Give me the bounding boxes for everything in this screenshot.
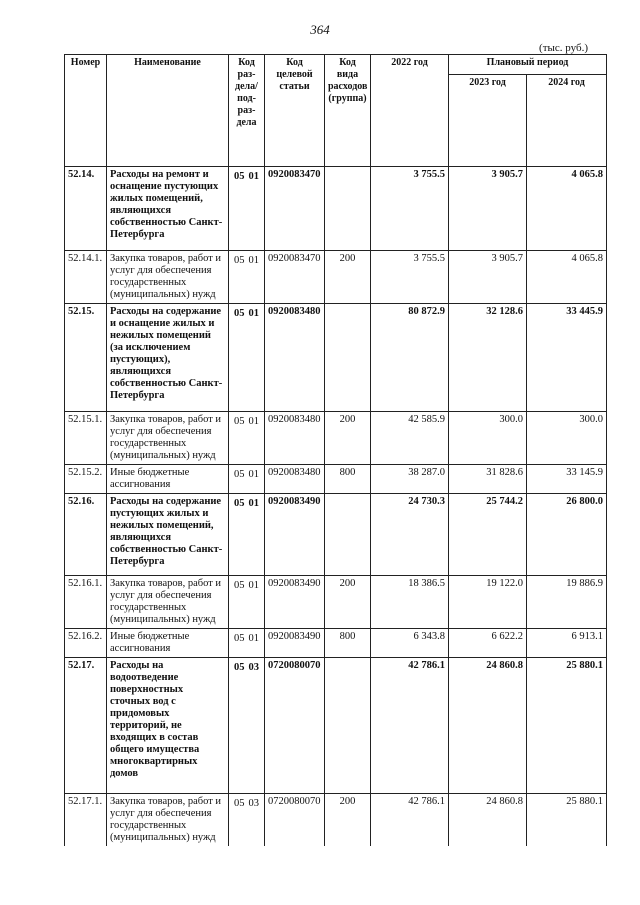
row-section-code	[229, 629, 265, 658]
row-name: Расходы на водоотведение поверхностных сточных вод с придомовых территорий, не входящих в состав общего имущества многоквартирных домов	[107, 658, 229, 794]
row-target-code: 0720080070	[265, 658, 325, 794]
row-target-code: 0920083490	[265, 494, 325, 576]
header-target-code: Код целевой статьи	[265, 55, 325, 167]
row-section-code	[229, 251, 265, 304]
row-expense-type	[325, 658, 371, 794]
row-podrazdel: 01	[248, 633, 259, 644]
row-value-2024: 19 886.9	[527, 576, 607, 629]
row-value-2022: 38 287.0	[371, 465, 449, 494]
row-value-2023: 24 860.8	[449, 794, 527, 847]
page-number: 364	[310, 22, 330, 37]
row-name: Иные бюджетные ассигнования	[107, 629, 229, 658]
row-name: Расходы на ремонт и оснащение пустующих жилых помещений, являющихся собственностью Санкт-Петербурга	[107, 167, 229, 251]
header-number: Номер	[65, 55, 107, 167]
row-number: 52.16.2.	[65, 629, 107, 658]
header-section-code: Код раз- дела/ под- раз- дела	[229, 55, 265, 167]
row-value-2024: 6 913.1	[527, 629, 607, 658]
row-value-2024: 33 445.9	[527, 304, 607, 412]
row-value-2024: 4 065.8	[527, 167, 607, 251]
row-target-code: 0920083490	[265, 629, 325, 658]
row-expense-type: 200	[325, 576, 371, 629]
row-value-2023: 24 860.8	[449, 658, 527, 794]
row-number: 52.16.	[65, 494, 107, 576]
header-expense-type: Код вида расходов (группа)	[325, 55, 371, 167]
row-value-2022: 3 755.5	[371, 167, 449, 251]
row-number: 52.17.	[65, 658, 107, 794]
row-razdel: 05	[234, 798, 245, 809]
row-value-2023: 32 128.6	[449, 304, 527, 412]
row-podrazdel: 01	[248, 498, 259, 509]
row-value-2022: 42 786.1	[371, 794, 449, 847]
row-value-2024: 4 065.8	[527, 251, 607, 304]
row-value-2024: 33 145.9	[527, 465, 607, 494]
row-podrazdel: 01	[248, 255, 259, 266]
table-row	[65, 794, 607, 847]
row-podrazdel: 01	[248, 308, 259, 319]
row-podrazdel: 01	[248, 416, 259, 427]
row-name: Расходы на содержание и оснащение жилых и нежилых помещений (за исключением пустующих), являющихся собственностью Санкт-Петербурга	[107, 304, 229, 412]
row-expense-type: 800	[325, 629, 371, 658]
row-podrazdel: 01	[248, 580, 259, 591]
row-number: 52.15.	[65, 304, 107, 412]
row-value-2023: 31 828.6	[449, 465, 527, 494]
row-value-2024: 300.0	[527, 412, 607, 465]
row-expense-type: 200	[325, 794, 371, 847]
row-value-2024: 25 880.1	[527, 794, 607, 847]
row-expense-type	[325, 167, 371, 251]
table-row	[65, 412, 607, 465]
row-podrazdel: 01	[248, 469, 259, 480]
row-value-2022: 80 872.9	[371, 304, 449, 412]
row-expense-type	[325, 494, 371, 576]
row-razdel: 05	[234, 498, 245, 509]
table-row	[65, 494, 607, 576]
row-razdel: 05	[234, 469, 245, 480]
header-2022: 2022 год	[371, 55, 449, 167]
table-row	[65, 167, 607, 251]
row-section-code	[229, 794, 265, 847]
row-target-code: 0920083480	[265, 304, 325, 412]
row-expense-type: 200	[325, 412, 371, 465]
units-label: (тыс. руб.)	[539, 42, 588, 54]
row-value-2022: 18 386.5	[371, 576, 449, 629]
row-expense-type	[325, 304, 371, 412]
row-value-2022: 42 585.9	[371, 412, 449, 465]
row-name: Закупка товаров, работ и услуг для обеспечения государственных (муниципальных) нужд	[107, 412, 229, 465]
row-value-2022: 6 343.8	[371, 629, 449, 658]
row-value-2024: 26 800.0	[527, 494, 607, 576]
row-name: Расходы на содержание пустующих жилых и нежилых помещений, являющихся собственностью Санкт-Петербурга	[107, 494, 229, 576]
row-number: 52.15.2.	[65, 465, 107, 494]
row-razdel: 05	[234, 662, 245, 673]
row-target-code: 0720080070	[265, 794, 325, 847]
budget-table	[64, 54, 607, 846]
row-razdel: 05	[234, 416, 245, 427]
row-value-2023: 3 905.7	[449, 251, 527, 304]
row-value-2023: 3 905.7	[449, 167, 527, 251]
row-value-2023: 19 122.0	[449, 576, 527, 629]
row-section-code	[229, 576, 265, 629]
row-value-2022: 42 786.1	[371, 658, 449, 794]
row-value-2023: 25 744.2	[449, 494, 527, 576]
row-expense-type: 800	[325, 465, 371, 494]
table-row	[65, 658, 607, 794]
row-target-code: 0920083470	[265, 251, 325, 304]
table-row	[65, 251, 607, 304]
row-section-code	[229, 412, 265, 465]
header-2023: 2023 год	[449, 75, 527, 167]
row-target-code: 0920083480	[265, 412, 325, 465]
row-razdel: 05	[234, 633, 245, 644]
table-row	[65, 576, 607, 629]
row-razdel: 05	[234, 255, 245, 266]
row-section-code	[229, 465, 265, 494]
row-podrazdel: 01	[248, 171, 259, 182]
row-value-2024: 25 880.1	[527, 658, 607, 794]
table-row	[65, 304, 607, 412]
row-section-code	[229, 494, 265, 576]
header-plan-period: Плановый период	[449, 55, 607, 75]
row-value-2022: 24 730.3	[371, 494, 449, 576]
header-2024: 2024 год	[527, 75, 607, 167]
row-value-2022: 3 755.5	[371, 251, 449, 304]
row-number: 52.14.1.	[65, 251, 107, 304]
row-number: 52.14.	[65, 167, 107, 251]
row-name: Закупка товаров, работ и услуг для обеспечения государственных (муниципальных) нужд	[107, 251, 229, 304]
row-razdel: 05	[234, 580, 245, 591]
row-expense-type: 200	[325, 251, 371, 304]
row-value-2023: 6 622.2	[449, 629, 527, 658]
header-name: Наименование	[107, 55, 229, 167]
row-target-code: 0920083470	[265, 167, 325, 251]
row-podrazdel: 03	[248, 798, 259, 809]
row-section-code	[229, 658, 265, 794]
row-target-code: 0920083490	[265, 576, 325, 629]
row-name: Иные бюджетные ассигнования	[107, 465, 229, 494]
row-razdel: 05	[234, 308, 245, 319]
row-section-code	[229, 304, 265, 412]
row-value-2023: 300.0	[449, 412, 527, 465]
row-name: Закупка товаров, работ и услуг для обеспечения государственных (муниципальных) нужд	[107, 794, 229, 847]
table-row	[65, 629, 607, 658]
table-row	[65, 465, 607, 494]
row-number: 52.17.1.	[65, 794, 107, 847]
row-number: 52.16.1.	[65, 576, 107, 629]
row-section-code	[229, 167, 265, 251]
row-name: Закупка товаров, работ и услуг для обеспечения государственных (муниципальных) нужд	[107, 576, 229, 629]
row-razdel: 05	[234, 171, 245, 182]
row-number: 52.15.1.	[65, 412, 107, 465]
row-target-code: 0920083480	[265, 465, 325, 494]
row-podrazdel: 03	[248, 662, 259, 673]
